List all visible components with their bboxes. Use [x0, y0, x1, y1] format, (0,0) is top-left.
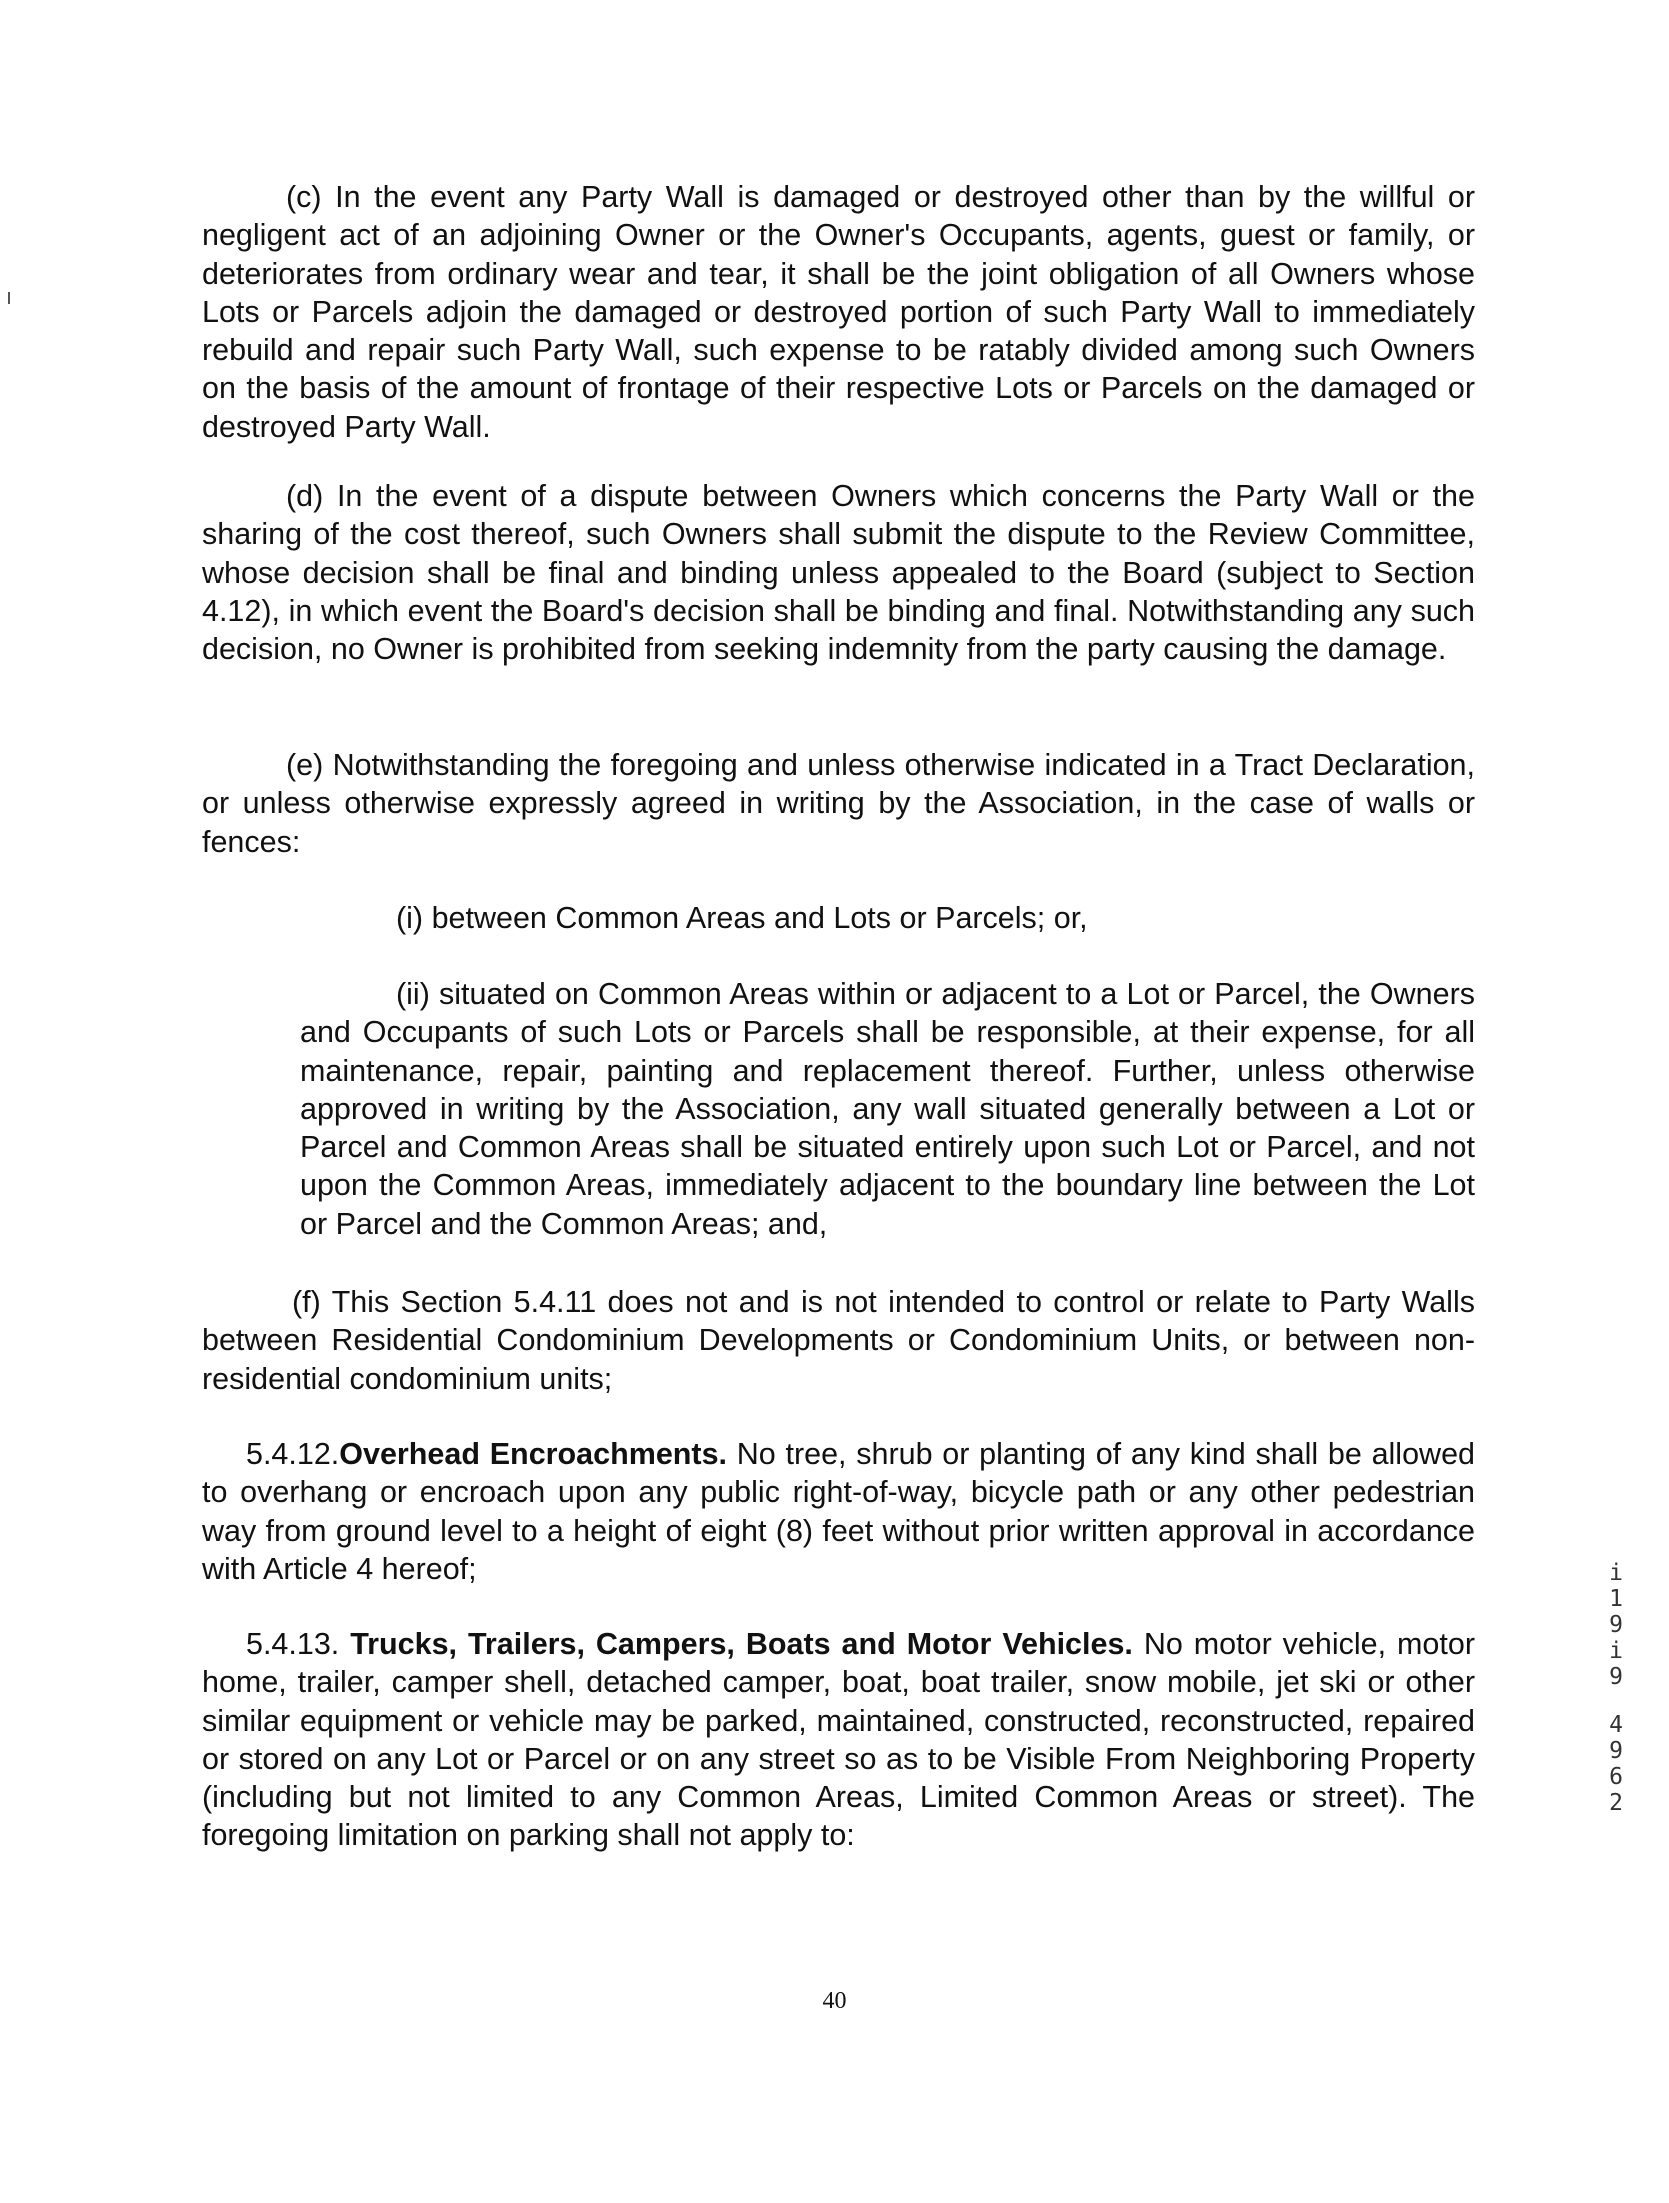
section-number: 5.4.12.: [246, 1437, 340, 1471]
paragraph-c: (c) In the event any Party Wall is damaged or destroyed other than by the willful or negligent act of an adjoining Owner or the Owner's Occupants, agents, guest or family, or deteriorates from ordinary wear and tear, it shall be the joint obligation of all Owners whose Lots or Parcels adjoin the damaged or destroyed portion of such Party Wall to immediately rebuild and repair such Party Wall, such expense to be ratably divided among such Owners on the basis of the amount of frontage of their respective Lots or Parcels on the damaged or destroyed Party Wall.: [202, 180, 1475, 444]
stamp-digit: 1: [1609, 1586, 1623, 1612]
paragraph-d: (d) In the event of a dispute between Owners which concerns the Party Wall or the sharing of the cost thereof, such Owners shall submit the dispute to the Review Committee, whose decision shall be final and binding unless appealed to the Board (subject to Section 4.12), in which event the Board's decision shall be binding and final. Notwithstanding any such decision, no Owner is prohibited from seeking indemnity from the party causing the damage.: [202, 479, 1475, 667]
stamp-digit: 9: [1609, 1664, 1623, 1690]
stamp-gap: [1598, 1690, 1634, 1712]
section-heading: Trucks, Trailers, Campers, Boats and Motor Vehicles.: [350, 1627, 1133, 1661]
section-5-4-12: [202, 1435, 1475, 1588]
paragraph-f: (f) This Section 5.4.11 does not and is not intended to control or relate to Party Walls between Residential Condominium Developments or Condominium Units, or between non-residential condominium units;: [202, 1285, 1475, 1396]
stamp-digit: 4: [1609, 1712, 1623, 1738]
section-5-4-13: [202, 1625, 1475, 1855]
section-number: 5.4.13.: [246, 1627, 351, 1661]
page-number: 40: [822, 1988, 847, 2014]
paragraph-e-i: (i) between Common Areas and Lots or Parcels; or,: [396, 901, 1088, 935]
section-body: No motor vehicle, motor home, trailer, camper shell, detached camper, boat, boat trailer, snow mobile, jet ski or other similar equipment or vehicle may be parked, maintained, constructed, reconstructed, repaired or stored on any Lot or Parcel or on any street so as to be Visible From Neighboring Property (including but not limited to any Common Areas, Limited Common Areas or street). The foregoing limitation on parking shall not apply to:: [202, 1627, 1475, 1853]
stamp-digit: 9: [1609, 1612, 1623, 1638]
margin-mark: [8, 292, 10, 304]
paragraph-e: (e) Notwithstanding the foregoing and unless otherwise indicated in a Tract Declaration, or unless otherwise expressly agreed in writing by the Association, in the case of walls or fences:: [202, 748, 1475, 859]
stamp-digit: 9: [1609, 1738, 1623, 1764]
paragraph-e-ii: (ii) situated on Common Areas within or adjacent to a Lot or Parcel, the Owners and Occupants of such Lots or Parcels shall be responsible, at their expense, for all maintenance, repair, painting and replacement thereof. Further, unless otherwise approved in writing by the Association, any wall situated generally between a Lot or Parcel and Common Areas shall be situated entirely upon such Lot or Parcel, and not upon the Common Areas, immediately adjacent to the boundary line between the Lot or Parcel and the Common Areas; and,: [300, 977, 1475, 1241]
stamp-digit: i: [1609, 1638, 1623, 1664]
section-heading: Overhead Encroachments.: [339, 1437, 728, 1471]
stamp-digit: i: [1609, 1560, 1623, 1586]
section-body: No tree, shrub or planting of any kind shall be allowed to overhang or encroach upon any public right-of-way, bicycle path or any other pedestrian way from ground level to a height of eight (8) feet without prior written approval in accordance with Article 4 hereof;: [202, 1437, 1475, 1586]
stamp-digit: 6: [1609, 1764, 1623, 1790]
stamp-digit: 2: [1609, 1790, 1623, 1816]
recording-stamp: [1598, 1560, 1634, 1816]
